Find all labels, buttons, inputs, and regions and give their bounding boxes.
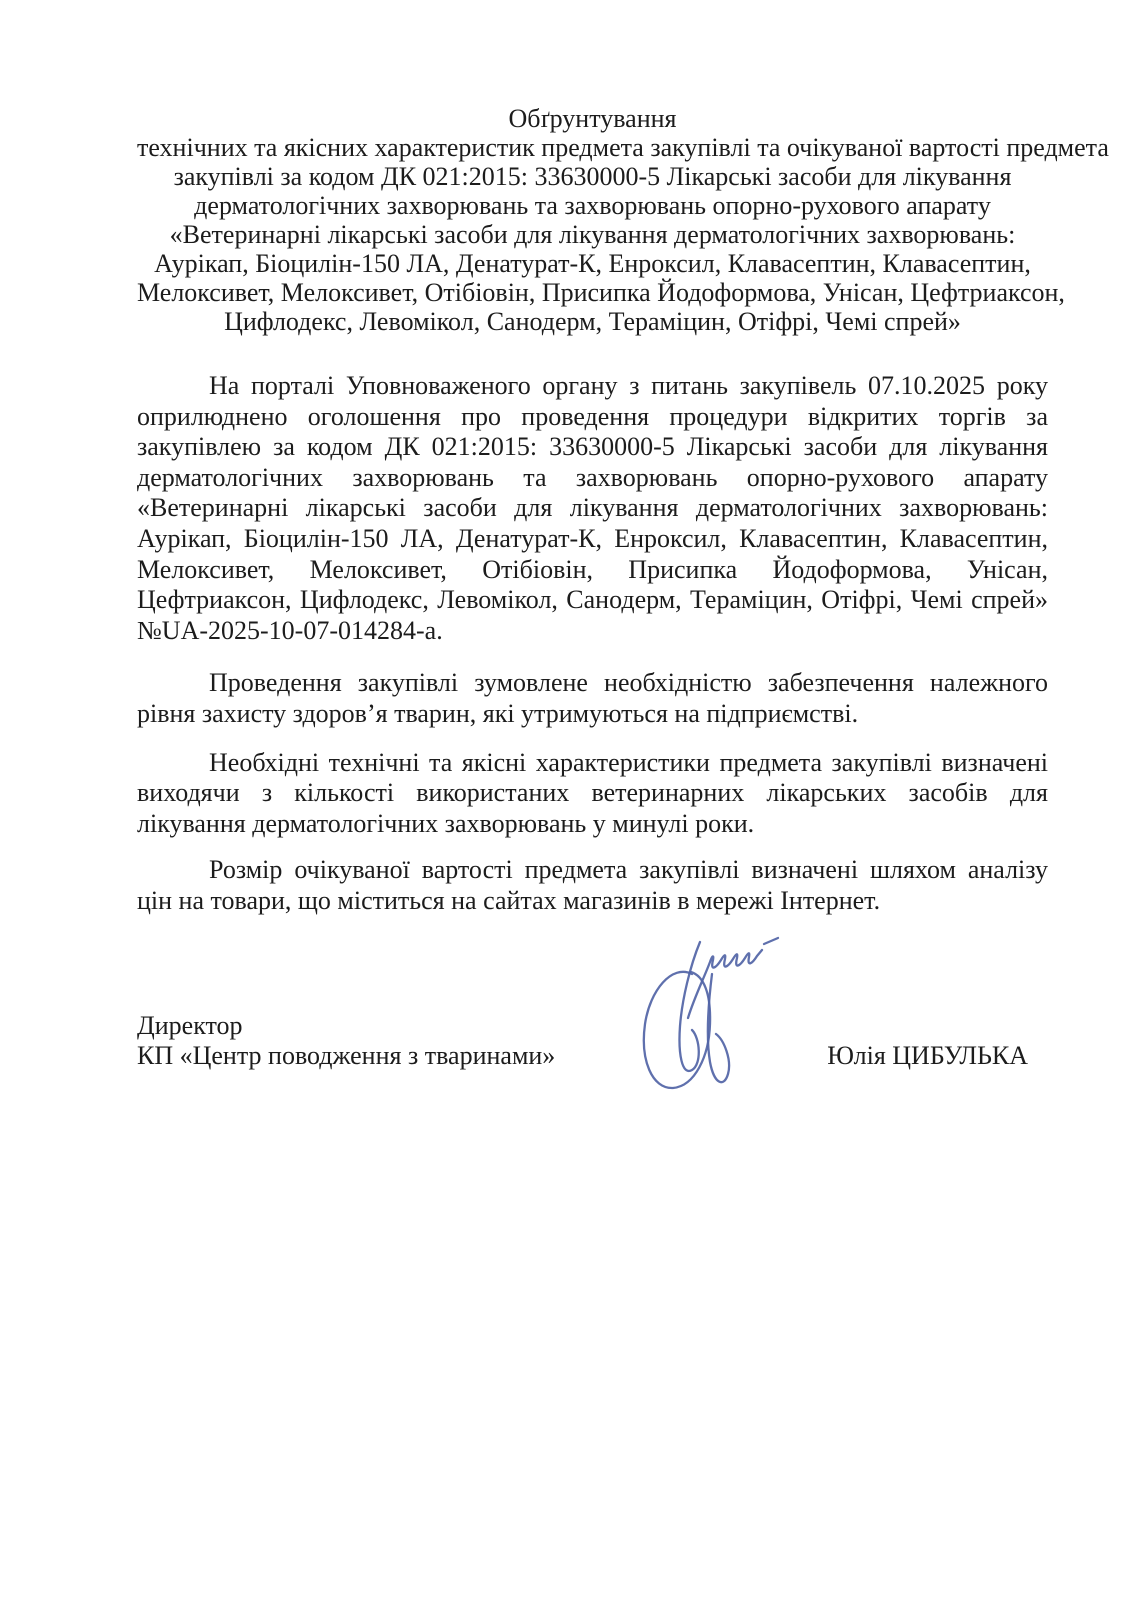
document-title-block (137, 104, 1109, 336)
title-line-6: Аурікап, Біоцилін-150 ЛА, Денатурат-К, Енроксил, Клавасептин, Клавасептин, (154, 249, 1031, 278)
signer-position: Директор (137, 1010, 243, 1040)
signer-position-block (137, 1011, 555, 1071)
title-line-4: дерматологічних захворювань та захворювань опорно-рухового апарату (194, 191, 991, 220)
document-title: Обґрунтування (508, 104, 677, 133)
title-line-5: «Ветеринарні лікарські засоби для лікування дерматологічних захворювань: (169, 220, 1016, 249)
title-line-8: Цифлодекс, Левомікол, Санодерм, Тераміцин, Отіфрі, Чемі спрей» (224, 307, 961, 336)
body-paragraph-announcement: На порталі Уповноваженого органу з питань закупівель 07.10.2025 року оприлюднено оголошення про проведення процедури відкритих торгів за закупівлею за кодом ДК 021:2015: 33630000-5 Лікарські засоби для лікування дерматологічних захворювань та захворювань опорно-рухового апарату «Ветеринарні лікарські засоби для лікування дерматологічних захворювань: Аурікап, Біоцилін-150 ЛА, Денатурат-К, Енроксил, Клавасептин, Клавасептин, Мелоксивет, Мелоксивет, Отібіовін, Присипка Йодоформова, Унісан, Цефтриаксон, Цифлодекс, Левомікол, Санодерм, Тераміцин, Отіфрі, Чемі спрей» №UA-2025-10-07-014284-а. (137, 371, 1048, 645)
signature-block (137, 1011, 1048, 1071)
signer-organization: КП «Центр поводження з тваринами» (137, 1040, 556, 1070)
signer-name: Юлія ЦИБУЛЬКА (827, 1040, 1028, 1070)
body-paragraph-expected-value: Розмір очікуваної вартості предмета закупівлі визначені шляхом аналізу цін на товари, що міститься на сайтах магазинів в мережі Інтернет. (137, 855, 1048, 915)
body-paragraph-characteristics: Необхідні технічні та якісні характеристики предмета закупівлі визначені виходячи з кількості використаних ветеринарних лікарських засобів для лікування дерматологічних захворювань у минулі роки. (137, 747, 1048, 838)
title-line-2: технічних та якісних характеристик предмета закупівлі та очікуваної вартості предмета (137, 133, 1109, 162)
document-content (137, 104, 1109, 1071)
title-line-3: закупівлі за кодом ДК 021:2015: 33630000-5 Лікарські засоби для лікування (173, 162, 1012, 191)
title-line-7: Мелоксивет, Мелоксивет, Отібіовін, Присипка Йодоформова, Унісан, Цефтриаксон, (137, 278, 1065, 307)
body-paragraph-purpose: Проведення закупівлі зумовлене необхідністю забезпечення належного рівня захисту здоров’я тварин, які утримуються на підприємстві. (137, 668, 1048, 728)
